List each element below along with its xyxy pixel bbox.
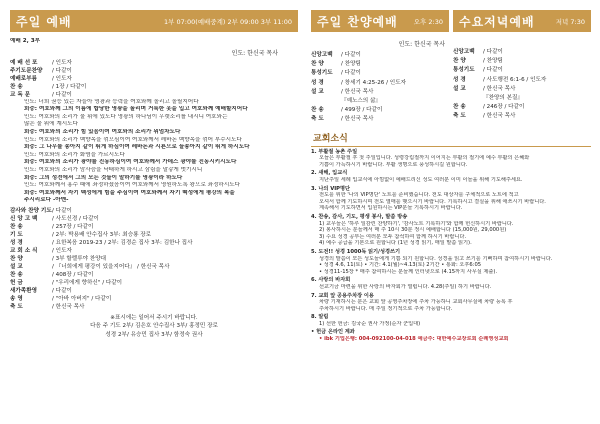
- order-row: [10, 231, 298, 239]
- news-item-line: 1) 선한 헌금: 김국순 권사 가정(순자 군입대): [319, 320, 421, 327]
- order-value: / 246장 / 다같이: [483, 104, 525, 111]
- order-row: [10, 223, 298, 231]
- news-item-line: 기쁨이 가득하시기 바랍니다. 부활 생명으로 풍성하시길 원합니다.: [319, 161, 468, 168]
- standing-notice: ※표시에는 일어서 주시기 바랍니다.: [110, 314, 198, 321]
- order-label: 찬 송: [453, 104, 466, 111]
- order-row: [311, 69, 449, 78]
- order-value: / 한신국 목사: [341, 116, 374, 123]
- order-row: [453, 76, 591, 85]
- order-value: 『찬양의 본질』: [483, 95, 523, 102]
- order-label: 신앙고백: [453, 49, 475, 55]
- news-item-title: 4. 찬송, 감사, 기도, 평생 봉사, 말씀 방송: [311, 213, 408, 220]
- order-value: / 3부 할렐루야 찬양대: [52, 255, 107, 262]
- order-label: 성 경: [453, 76, 466, 83]
- news-item-line: 선교기금 마련을 위한 사랑의 바자회가 열립니다. 4.28(주일) 하기 바랍니다.: [319, 283, 492, 290]
- order-value: / 인도자: [52, 75, 72, 82]
- order-row: [10, 67, 298, 75]
- news-item-title: 2. 새해, 입교식: [311, 170, 348, 177]
- order-label: 감사와 찬양 기도: [10, 207, 52, 214]
- responsive-line: 인도: 너희 권능 있는 자들아 영광과 능력을 여호와께 돌리고 돌릴지어다: [24, 98, 199, 105]
- responsive-line: 회중: 여호와의 소리가 힘 있음이여 여호와의 소리가 위엄차도다: [24, 128, 181, 135]
- order-label: 신앙고백: [311, 52, 333, 58]
- order-label: 기 도: [10, 231, 23, 238]
- news-item-line: 전도를 위한 '나의 VIP명단' 노트를 준비했습니다. 전도 대상자를 구체적으로 노트에 적고: [319, 192, 519, 199]
- order-value: / 다같이: [52, 67, 72, 74]
- news-item-line: 3) 수요 성경 공부는 여러분 모두 참석하여 함께 하시기 바랍니다.: [319, 233, 467, 240]
- order-label: 설 교: [10, 263, 23, 270]
- news-item-line: 차량 기재하시는 분은 교회 앞 공영주차장에 주차 가능하니 교회사무실에 차량 등록 후: [319, 299, 513, 306]
- order-value: / 사도행전 6:1-6 / 인도자: [483, 76, 547, 83]
- news-item: [311, 149, 591, 169]
- order-row: [10, 255, 298, 263]
- order-label: [453, 94, 483, 103]
- order-value: / 한신국 목사: [52, 303, 85, 310]
- news-item: [311, 186, 591, 212]
- order-row: [10, 279, 298, 287]
- news-item: [311, 214, 591, 247]
- order-value: / 다같이: [52, 207, 72, 214]
- wed-worship-time: 저녁 7:30: [555, 17, 585, 26]
- order-value: / 사도신경 / 다같이: [52, 215, 99, 222]
- main-worship-presider: 인도: 한신국 목사: [231, 49, 278, 57]
- responsive-line: 회중: 그의 성전에서 그의 모든 것들이 말하기를 영광이라 하도다: [24, 174, 183, 181]
- order-value: / 다같이: [341, 70, 361, 77]
- order-row: [10, 271, 298, 279]
- order-row: [453, 57, 591, 66]
- news-item-title: 1. 부활절 농촌 주일: [311, 148, 358, 155]
- account-info: • ibk 기업은행: 004-092100-04-018 예금주: 대한예수교장로회 순례영성교회: [319, 336, 509, 343]
- order-label: 축 도: [311, 116, 324, 123]
- order-row: [10, 287, 298, 295]
- order-label: 신 앙 고 백: [10, 215, 38, 222]
- order-label: [311, 97, 341, 106]
- order-label: 찬 송: [10, 271, 23, 278]
- order-value: / 『너희에게 평강이 있을지어다』 / 한신국 목사: [52, 263, 170, 270]
- order-value: 『예노스의 삶』: [341, 98, 381, 105]
- news-item-line: 오셔서 함께 기도하시며 전도 열매를 맺으시기 바랍니다. 기록하시고 결실을 위해 애쓰시기 바랍니다.: [319, 198, 546, 205]
- order-value: / "우리에게 향하신" / 다같이: [52, 279, 123, 286]
- order-value: / 찬양팀: [341, 61, 361, 68]
- order-value: / 요한복음 2019-23 / 2부: 김경순 집사 3부: 김한나 집사: [52, 239, 193, 246]
- order-row: [10, 247, 298, 255]
- order-label: 찬 송: [10, 83, 23, 90]
- order-row: [311, 106, 449, 115]
- order-row: [10, 83, 298, 91]
- responsive-line: 회중: 그 나무를 송아지 같이 뛰게 하심이여 레바논과 시룐으로 들송아지 같이 뛰게 하시도다: [24, 144, 250, 151]
- next-week-line: 성경 2부/ 유승민 집사 3부/ 함정숙 권사: [105, 331, 203, 338]
- order-value: / 한신국 목사: [483, 113, 516, 120]
- wed-order: [453, 48, 591, 122]
- news-item-title: 3. 나의 VIP명단: [311, 185, 350, 192]
- order-row: [453, 112, 591, 121]
- right-column: [311, 10, 591, 343]
- order-row: [10, 303, 298, 311]
- order-label: 예 배 선 포: [10, 59, 38, 66]
- news-item-line: 2) 봉사하시는 분들께서 매 주 10시 30분 정시 예배합니다 (15,000원, 29,000원): [319, 227, 507, 234]
- order-label: 성 경: [10, 239, 23, 246]
- order-label: 통성기도: [453, 67, 475, 74]
- order-label: 찬 송: [311, 107, 324, 114]
- news-item-title: 8. 알림: [311, 314, 329, 321]
- responsive-line: 인도: 여호와께서 홍수 때에 좌정하셨음이여 여호와께서 영원하도록 왕으로 좌정하시도다: [24, 182, 241, 189]
- news-item-line: 1) 교우들은 '하루 일감린 찬양하기', '감사노트 기록하기'와 함께 헌신하시기 바랍니다.: [319, 220, 514, 227]
- order-row: [10, 295, 298, 303]
- next-week-line: 다음 주 기도 2부/ 김은호 안수집사 3부/ 홍정민 장로: [90, 323, 218, 330]
- order-row: [453, 66, 591, 75]
- praise-worship-header: [311, 10, 449, 32]
- wed-worship-header: [453, 10, 591, 32]
- order-value: / 한신국 목사: [341, 88, 374, 95]
- order-label: 교 독 문: [10, 91, 31, 98]
- order-row: [453, 103, 591, 112]
- order-label: 교 회 소 식: [10, 247, 38, 254]
- order-label: 찬 양: [453, 58, 466, 65]
- order-value: / 257장 / 다같이: [52, 223, 94, 230]
- news-title: 교회소식: [311, 125, 591, 147]
- order-label: 새가족환영: [10, 287, 38, 294]
- news-item: [311, 249, 591, 275]
- order-label: 통성기도: [311, 70, 333, 77]
- order-value: / 499장 / 다같이: [341, 107, 383, 114]
- news-item-line: 4) 예수 공급을 기본으로 원합니다 (1년 성경 읽기, 매일 말씀 읽기).: [319, 240, 472, 247]
- order-value: / 인도자: [52, 59, 72, 66]
- wed-worship-title: 수요저녁예배: [459, 14, 535, 29]
- order-label: 축 도: [10, 303, 23, 310]
- news-item: [311, 293, 591, 313]
- main-worship-header: [10, 10, 298, 32]
- order-row: [311, 79, 449, 88]
- order-label: 주기도문찬양: [10, 67, 43, 74]
- order-label: 예배로부름: [10, 75, 38, 82]
- responsive-line: 많은 물 위에 계시도다: [24, 121, 78, 128]
- order-row: [10, 91, 298, 99]
- order-value: / 창세기 4:25-26 / 인도자: [341, 79, 407, 86]
- order-label: 헌 금: [10, 279, 23, 286]
- news-item-title: 6. 사랑의 바자회: [311, 277, 351, 284]
- order-label: 성 경: [311, 79, 324, 86]
- order-label: 찬 양: [10, 255, 23, 262]
- news-item-line: 계속해서 기도하면서 입원하시는 VIP분들 기록하시기 바랍니다.: [319, 205, 463, 212]
- responsive-line: 회중: 여호와의 소리가 광야를 진동하심이여 여호와께서 가데스 광야를 진동시키시도다: [24, 159, 237, 166]
- order-value: / 1장 / 다같이: [52, 83, 87, 90]
- order-label: 찬 양: [311, 61, 324, 68]
- order-label: 설 교: [311, 88, 324, 95]
- order-row: [10, 59, 298, 67]
- order-row: [453, 85, 591, 94]
- responsive-line: 인도: 여호와의 소리가 화염을 가르시도다: [24, 151, 125, 158]
- order-row: [453, 48, 591, 57]
- order-row: [311, 60, 449, 69]
- news-item-line: 성경의 말씀이 모든 성도들에게 기쁨 되기 원합니다. 성경을 읽고 쓰기를 기뻐하며 참여하시기 바랍니다.: [319, 255, 553, 262]
- order-row: [453, 94, 591, 103]
- order-row: [10, 263, 298, 271]
- order-value: / 다같이: [52, 287, 72, 294]
- order-row: [10, 215, 298, 223]
- order-row: [311, 115, 449, 124]
- order-value: / "아바 아버지" / 다같이: [52, 295, 112, 302]
- main-worship-title: 주일 예배: [16, 14, 72, 29]
- order-row: [311, 97, 449, 106]
- news-item-line: 지난주일 세례 입교식에 아낌없이 예배드리신 성도 여러분 이미 이들을 위해 기도해주세요.: [319, 177, 523, 183]
- news-item-line: • 성경 4.6, 11(토) • 기간: 4.1(월)~4.13(토) 2기간 • 통화: 오후6:05: [319, 262, 482, 269]
- news-item-line: • 성경11-15장 * 매주 참여하시는 분들께 인터넷으로 (4.15까지 사무실 제출).: [319, 268, 498, 275]
- news-item-line: 오늘은 부활절 후 첫 주일입니다. 성령강림절까지 이어지는 부활의 절기에 예수 부활의 은혜와: [319, 155, 530, 162]
- order-row: [311, 51, 449, 60]
- account-head: • 헌금 온라인 계좌: [311, 329, 355, 336]
- order-value: / 다같이: [341, 52, 361, 58]
- order-row: [10, 207, 298, 215]
- responsive-line: 인도: 여호와의 소리가 암사슴을 낙태하게 하시고 삼림을 말갛게 벗기시니: [24, 166, 203, 173]
- responsive-reading: [10, 99, 298, 205]
- news-item: [311, 170, 591, 183]
- order-label: 설 교: [453, 85, 466, 92]
- main-worship-times: 1부 07:00(예배중계) 2부 09:00 3부 11:00: [164, 17, 292, 26]
- order-value: / 다같이: [52, 91, 72, 98]
- order-row: [311, 88, 449, 97]
- order-list-1: [10, 59, 298, 99]
- next-week-list: [10, 322, 298, 339]
- order-label: 송 영: [10, 295, 23, 302]
- order-value: / 한신국 목사: [483, 85, 516, 92]
- news-item: [311, 277, 591, 290]
- praise-order: [311, 51, 449, 125]
- main-worship-subtitle: 예배 2, 3부: [10, 38, 41, 44]
- order-label: 축 도: [453, 113, 466, 120]
- order-value: / 찬양팀: [483, 58, 503, 65]
- order-list-2: [10, 207, 298, 311]
- order-value: / 인도자: [52, 247, 72, 254]
- praise-worship-title: 주일 찬양예배: [317, 14, 398, 29]
- order-value: / 408장 / 다같이: [52, 271, 94, 278]
- responsive-line: 인도: 여호와의 소리가 백향목을 꺾으심이여 여호와께서 레바논 백향목을 꺾어 부수시도다: [24, 136, 242, 143]
- order-row: [10, 75, 298, 83]
- news-item-title: 5. 도전!! 성경 1000독 읽기/성경쓰기: [311, 248, 400, 255]
- news-item-line: 주차하시기 바랍니다. 매 주일 정기적으로 주차 가능합니다.: [319, 305, 453, 312]
- order-value: / 다같이: [483, 49, 503, 55]
- news-item-title: 7. 교회 앞 공용주차장 이용: [311, 292, 374, 299]
- praise-worship-time: 오후 2:30: [413, 17, 443, 26]
- main-worship-column: [10, 10, 298, 339]
- responsive-line: 회중: 여호와께서 자기 백성에게 힘을 주심이여 여호와께서 자기 백성에게 평강의 복을: [24, 189, 235, 196]
- praise-presider: 인도: 한신국 목사: [398, 41, 445, 48]
- responsive-line: 인도: 여호와의 소리가 물 위에 있도다 영광의 하나님이 우렛소리를 내시니 여호와는: [24, 113, 228, 120]
- order-label: 찬 송: [10, 223, 23, 230]
- order-value: / 2부: 박용배 안수집사 3부: 최승룡 장로: [52, 231, 152, 238]
- news-list: [311, 149, 591, 328]
- responsive-line: 회중: 여호와께 그의 이름에 합당한 영광을 돌리며 거룩한 옷을 입고 여호와께 예배할지어다: [24, 106, 248, 113]
- responsive-line: 주시리로다 -아멘-: [24, 197, 69, 204]
- order-value: / 다같이: [483, 67, 503, 74]
- order-row: [10, 239, 298, 247]
- news-item: [311, 314, 591, 327]
